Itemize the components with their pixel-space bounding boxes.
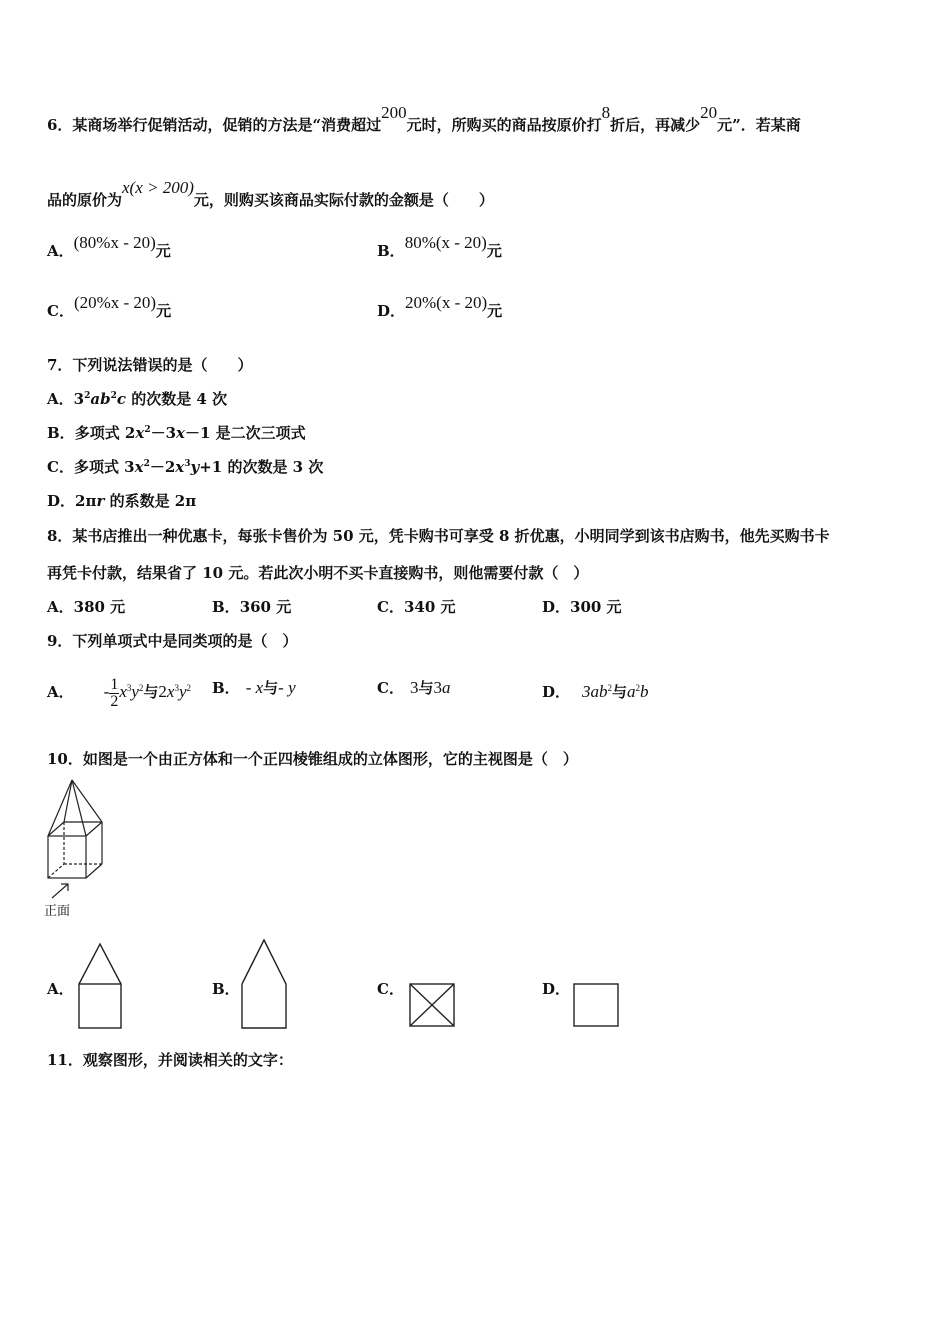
q9-d-term1: 3ab	[582, 682, 608, 701]
q11-stem: 11．观察图形，并阅读相关的文字：	[47, 1051, 293, 1069]
q8-b-label: B．	[212, 598, 240, 616]
q7-stem: 7．下列说法错误的是（ ）	[47, 356, 253, 374]
q8-option-c	[377, 596, 456, 617]
house-shape-drawing	[72, 940, 128, 1032]
q7-b-text2: －3	[150, 424, 177, 442]
q7-a-coef: 3	[73, 390, 85, 408]
q9-d-var1: a	[627, 682, 636, 701]
q10-solid-figure	[44, 778, 108, 920]
q6-option-b-expr: 80%(x - 20)	[404, 233, 487, 252]
q7-b-label: B．	[47, 424, 75, 442]
q9-b-with: 与	[263, 679, 279, 697]
q6-number-8: 8	[601, 103, 611, 122]
q7-a-exp1: 2	[84, 391, 91, 401]
q9-d-exp1: 2	[607, 683, 613, 693]
q10-option-b-label: B．	[212, 980, 240, 998]
q9-c-label: C．	[377, 679, 404, 697]
q6-line1	[47, 103, 801, 135]
q6-option-c-label: C．	[47, 302, 74, 320]
q8-option-b	[212, 596, 291, 617]
q6-option-c-unit: 元	[156, 302, 172, 320]
q7-d-var1: r	[96, 492, 105, 510]
q9-option-b	[212, 668, 296, 708]
q6-option-d-label: D．	[377, 302, 406, 320]
q8-c-text: 340 元	[403, 598, 456, 616]
q9-a-var3: x	[166, 682, 175, 701]
q8-line1: 8．某书店推出一种优惠卡，每张卡售价为 50 元，凭卡购书可享受 8 折优惠，小明同学到该书店购书，他先买购书卡	[47, 527, 830, 545]
q7-option-b	[47, 422, 306, 443]
q9-option-d	[542, 668, 649, 712]
q6-option-d-unit: 元	[487, 302, 503, 320]
q8-option-a	[47, 596, 125, 617]
q6-option-b-unit: 元	[486, 242, 502, 260]
q9-a-exp4: 2	[186, 683, 192, 693]
q7-a-var2: c	[116, 390, 126, 408]
q9-d-var2: b	[640, 682, 649, 701]
q7-a-var1: ab	[90, 390, 111, 408]
q9-a-coef: 2	[158, 682, 167, 701]
q9-a-exp3: 3	[174, 683, 179, 693]
q8-c-label: C．	[377, 598, 404, 616]
q6-option-c-expr: (20%x - 20)	[73, 293, 157, 312]
q8-option-d	[542, 596, 622, 617]
q7-c-var3: y	[190, 458, 200, 476]
q6-option-d	[377, 293, 503, 321]
q7-option-d	[47, 490, 196, 511]
q7-b-text3: －1 是二次三项式	[184, 424, 306, 442]
q7-c-label: C．	[47, 458, 74, 476]
square-drawing	[570, 980, 622, 1030]
q9-option-c	[377, 668, 450, 708]
q6-text-5: 品的原价为	[47, 191, 123, 209]
cube-pyramid-drawing	[44, 778, 108, 920]
q8-b-text: 360 元	[239, 598, 292, 616]
q9-c-term1: 3	[409, 678, 419, 697]
q9-a-denominator: 2	[110, 692, 119, 710]
q6-condition: x(x > 200)	[122, 178, 194, 197]
q9-a-var2: y	[131, 682, 139, 701]
q10-option-d-label: D．	[542, 980, 571, 998]
q9-a-var1: x	[119, 682, 127, 701]
q9-b-term2: - y	[278, 678, 296, 697]
q9-stem: 9．下列单项式中是同类项的是（ ）	[47, 632, 298, 650]
q6-text-3: 折后，再减少	[610, 116, 701, 134]
q6-option-a	[47, 233, 171, 261]
q7-option-c	[47, 456, 323, 477]
q6-option-b	[377, 233, 502, 261]
q9-a-numerator: 1	[110, 675, 119, 693]
q10-option-a-figure	[72, 940, 128, 1036]
q8-line2: 再凭卡付款，结果省了 10 元。若此次小明不买卡直接购书，则他需要付款（ ）	[47, 564, 589, 582]
q9-d-label: D．	[542, 683, 571, 701]
q6-number-200: 200	[381, 103, 407, 122]
q6-option-c	[47, 293, 172, 321]
q7-b-exp1: 2	[144, 425, 151, 435]
q8-a-text: 380 元	[73, 598, 126, 616]
q9-c-var: a	[441, 678, 451, 697]
q7-c-text2: －2	[149, 458, 176, 476]
q9-d-with: 与	[612, 683, 628, 701]
pentagon-shape-drawing	[236, 936, 292, 1032]
q6-option-b-label: B．	[377, 242, 405, 260]
front-view-label: 正面	[44, 904, 71, 919]
q8-d-text: 300 元	[570, 598, 622, 616]
q7-d-text1: 2π	[75, 492, 97, 510]
q6-text-4: 元”．若某商	[717, 116, 801, 134]
q7-d-label: D．	[47, 492, 76, 510]
q9-c-with: 与	[418, 679, 434, 697]
q9-a-with: 与	[143, 683, 159, 701]
q9-d-exp2: 2	[635, 683, 641, 693]
q7-c-text3: +1 的次数是 3 次	[199, 458, 324, 476]
q6-option-a-expr: (80%x - 20)	[73, 233, 156, 252]
q10-option-d-figure	[570, 980, 622, 1034]
q7-c-exp1: 2	[143, 459, 150, 469]
q9-c-coef2: 3	[433, 678, 442, 697]
q9-a-exp2: 2	[138, 683, 144, 693]
q7-a-label: A．	[47, 390, 74, 408]
q7-b-var2: x	[176, 424, 185, 442]
q10-option-b-figure	[236, 936, 292, 1036]
q9-a-var4: y	[178, 682, 187, 701]
q6-option-d-expr: 20%(x - 20)	[405, 293, 488, 312]
q7-c-text1: 多项式 3	[73, 458, 135, 476]
crossed-square-drawing	[406, 980, 458, 1030]
q10-option-c-figure	[406, 980, 458, 1034]
q9-b-term1: - x	[245, 678, 264, 697]
q7-c-exp2: 3	[184, 459, 191, 469]
q8-d-label: D．	[542, 598, 571, 616]
q9-a-minus: -	[103, 682, 110, 701]
q6-line2	[47, 178, 494, 210]
q10-stem: 10．如图是一个由正方体和一个正四棱锥组成的立体图形，它的主视图是（ ）	[47, 750, 578, 768]
q7-b-text1: 多项式 2	[74, 424, 136, 442]
q7-c-var2: x	[175, 458, 185, 476]
q8-a-label: A．	[47, 598, 74, 616]
q9-a-fraction	[109, 677, 119, 710]
q6-text-1: 6．某商场举行促销活动，促销的方法是“消费超过	[47, 116, 382, 134]
q9-option-a	[47, 668, 191, 712]
q7-a-text: 的次数是 4 次	[125, 390, 228, 408]
q9-a-exp1: 3	[126, 683, 132, 693]
q6-text-2: 元时，所购买的商品按原价打	[406, 116, 602, 134]
q10-option-a-label: A．	[47, 980, 74, 998]
q7-option-a	[47, 388, 227, 409]
q6-option-a-unit: 元	[155, 242, 171, 260]
q7-b-var1: x	[135, 424, 145, 442]
q6-text-6: 元，则购买该商品实际付款的金额是（ ）	[193, 191, 494, 209]
q7-d-text2: 的系数是 2π	[104, 492, 197, 510]
q9-b-label: B．	[212, 679, 240, 697]
q10-option-c-label: C．	[377, 980, 404, 998]
q7-c-var1: x	[134, 458, 144, 476]
q6-number-20: 20	[700, 103, 718, 122]
q9-a-label: A．	[47, 683, 74, 701]
q7-a-exp2: 2	[110, 391, 117, 401]
q6-option-a-label: A．	[47, 242, 74, 260]
